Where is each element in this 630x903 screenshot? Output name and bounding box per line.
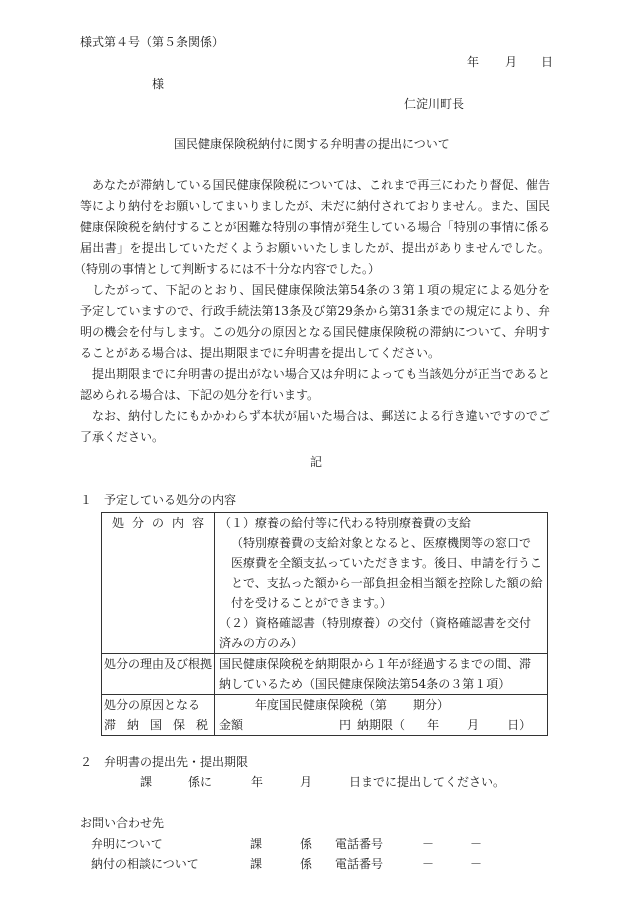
arrears-period-text: 期分） [413, 698, 450, 712]
arrears-fiscal-line [219, 695, 543, 715]
table-row [102, 654, 548, 695]
date-month: 月 [505, 55, 518, 69]
table-label-cell [102, 513, 215, 654]
arrears-yen: 円 [339, 718, 352, 732]
disposition-content-label: 処 分 の 内 容 [112, 516, 205, 530]
document-title: 国民健康保険税納付に関する弁明書の提出について [174, 137, 450, 151]
submission-ka: 課 [140, 775, 153, 789]
table-value-cell [215, 654, 548, 695]
ki-heading: 記 [310, 455, 323, 469]
arrears-fiscal-text: 年度国民健康保険税（第 [255, 698, 388, 712]
body-paragraph-2: したがって、下記のとおり、国民健康保険法第54条の３第１項の規定による処分を予定していますので、行政手続法第13条及び第29条から第31条までの規定により、弁明の機会を付与します。この処分の原因となる国民健康保険税の滞納について、弁明することがある場合は、提出期限までに弁明書を提出してください。 [80, 283, 550, 360]
table-value-cell [215, 695, 548, 736]
date-year: 年 [467, 55, 480, 69]
body-paragraph-3: 提出期限までに弁明書の提出がない場合又は弁明によっても当該処分が正当であると認められる場合は、下記の処分を行います。 [80, 367, 550, 402]
table-row [102, 695, 548, 736]
disposition-item-1: （１）療養の給付等に代わる特別療養費の支給 [219, 516, 472, 530]
arrears-amount-label: 金額 [219, 718, 244, 732]
arrears-deadline-year: 年 [427, 718, 440, 732]
section2-heading: ２ 弁明書の提出先・提出期限 [80, 755, 249, 769]
contact-row-1-dash2: － [470, 837, 483, 851]
table-label-cell [102, 654, 215, 695]
contact-row-1-ka: 課 [250, 837, 263, 851]
contact-row-2-dash1: － [422, 857, 435, 871]
cause-label-line2: 滞 納 国 保 税 [104, 718, 209, 732]
submission-year: 年 [251, 775, 264, 789]
date-day: 日 [541, 55, 554, 69]
body-text [80, 175, 550, 448]
contact-row-1-label: 弁明について [91, 837, 163, 851]
table-label-cell [102, 695, 215, 736]
table-value-cell [215, 513, 548, 654]
contact-row-2-ka: 課 [250, 857, 263, 871]
contact-row-2-tel: 電話番号 [335, 857, 384, 871]
contact-row-1-kakari: 係 [300, 837, 313, 851]
form-number: 様式第４号（第５条関係） [80, 35, 225, 49]
contact-row-2-kakari: 係 [300, 857, 313, 871]
contact-row-1-dash1: － [422, 837, 435, 851]
contact-row-2-label: 納付の相談について [91, 857, 199, 871]
contact-heading: お問い合わせ先 [80, 816, 165, 830]
arrears-deadline-label: 納期限（ [357, 718, 406, 732]
disposition-item-1-note: （特別療養費の支給対象となると、医療機関等の窓口で医療費を全額支払っていただきます。後日、申請を行うことで、支払った額から一部負担金相当額を控除した額の給付を受けることができます。） [231, 536, 543, 610]
arrears-deadline-day: 日） [507, 718, 532, 732]
section1-heading: １ 予定している処分の内容 [80, 493, 237, 507]
body-paragraph-4: なお、納付したにもかかわらず本状が届いた場合は、郵送による行き違いですのでご了承ください。 [80, 409, 550, 444]
body-paragraph-1-note: （特別の事情として判断するには不十分な内容でした。） [80, 262, 381, 276]
disposition-reason-text: 国民健康保険税を納期限から１年が経過するまでの間、滞納しているため（国民健康保険法第54条の３第１項） [219, 657, 532, 691]
submission-kakari: 係に [188, 775, 213, 789]
table-row [102, 513, 548, 654]
disposition-item-2: （２）資格確認書（特別療養）の交付（資格確認書を交付済みの方のみ） [219, 616, 532, 650]
issuer-name: 仁淀川町長 [404, 97, 465, 111]
disposition-table [101, 512, 548, 736]
submission-month: 月 [300, 775, 313, 789]
body-paragraph-1: あなたが滞納している国民健康保険税については、これまで再三にわたり督促、催告等により納付をお願いしてまいりましたが、未だに納付されておりません。また、国民健康保険税を納付することが困難な特別の事情が発生している場合「特別の事情に係る届出書」を提出していただくようお願いいたしましたが、提出がありませんでした。（特別の事情として判断するには不十分な内容でした。） [80, 178, 550, 276]
arrears-deadline-month: 月 [467, 718, 480, 732]
submission-deadline-text: 日までに提出してください。 [349, 775, 506, 789]
contact-row-2-dash2: － [470, 857, 483, 871]
arrears-amount-line [219, 715, 543, 735]
addressee-suffix: 様 [152, 77, 165, 91]
contact-row-1-tel: 電話番号 [335, 837, 384, 851]
disposition-reason-label: 処分の理由及び根拠 [104, 657, 213, 671]
cause-label-line1: 処分の原因となる [104, 698, 201, 712]
